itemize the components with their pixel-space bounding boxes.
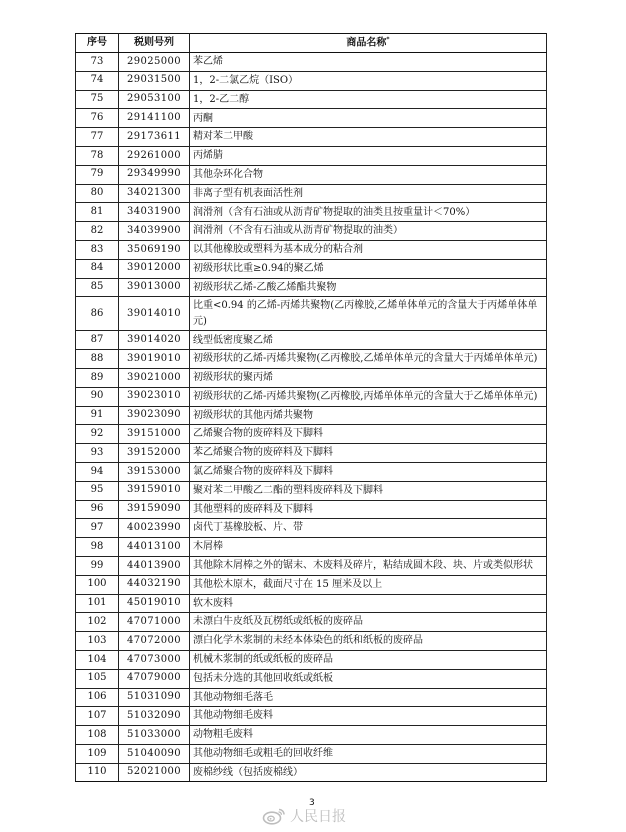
cell-serial-no: 76	[76, 109, 119, 128]
table-row	[76, 744, 547, 763]
cell-serial-no: 74	[76, 71, 119, 90]
cell-tariff-code: 40023990	[119, 519, 190, 538]
cell-tariff-code: 44032190	[119, 575, 190, 594]
table-row	[76, 331, 547, 350]
cell-tariff-code: 39019010	[119, 350, 190, 369]
cell-product-name: 线型低密度聚乙烯	[190, 331, 547, 350]
cell-serial-no: 102	[76, 613, 119, 632]
watermark	[262, 806, 346, 826]
cell-serial-no: 96	[76, 500, 119, 519]
cell-product-name: 软木废料	[190, 594, 547, 613]
cell-product-name: 初级形状的其他丙烯共聚物	[190, 406, 547, 425]
cell-serial-no: 108	[76, 726, 119, 745]
cell-tariff-code: 51033000	[119, 726, 190, 745]
table-row	[76, 594, 547, 613]
cell-serial-no: 86	[76, 297, 119, 331]
table-row	[76, 538, 547, 557]
cell-product-name: 润滑剂（不含有石油或从沥青矿物提取的油类）	[190, 222, 547, 241]
cell-tariff-code: 39012000	[119, 259, 190, 278]
table-row	[76, 368, 547, 387]
cell-tariff-code: 47071000	[119, 613, 190, 632]
cell-serial-no: 95	[76, 481, 119, 500]
table-row	[76, 519, 547, 538]
table-row	[76, 165, 547, 184]
cell-product-name: 其他杂环化合物	[190, 165, 547, 184]
table-row	[76, 387, 547, 406]
cell-product-name: 其他松木原木，截面尺寸在 15 厘米及以上	[190, 575, 547, 594]
cell-serial-no: 109	[76, 744, 119, 763]
cell-product-name: 初级形状的乙烯-丙烯共聚物(乙丙橡胶,乙烯单体单元的含量大于丙烯单体单元)	[190, 350, 547, 369]
cell-product-name: 比重<0.94 的乙烯-丙烯共聚物(乙丙橡胶,乙烯单体单元的含量大于丙烯单体单元)	[190, 297, 547, 331]
cell-product-name: 其他动物细毛或粗毛的回收纤维	[190, 744, 547, 763]
cell-tariff-code: 29025000	[119, 53, 190, 72]
cell-serial-no: 97	[76, 519, 119, 538]
cell-tariff-code: 39153000	[119, 462, 190, 481]
cell-product-name: 其他动物细毛废料	[190, 707, 547, 726]
table-row	[76, 763, 547, 782]
cell-serial-no: 90	[76, 387, 119, 406]
cell-product-name: 包括未分选的其他回收纸或纸板	[190, 669, 547, 688]
header-product-name-text: 商品名称	[346, 36, 387, 48]
cell-serial-no: 106	[76, 688, 119, 707]
table-row	[76, 632, 547, 651]
cell-product-name: 初级形状比重≥0.94的聚乙烯	[190, 259, 547, 278]
cell-product-name: 初级形状的乙烯-丙烯共聚物(乙丙橡胶,丙烯单体单元的含量大于乙烯单体单元)	[190, 387, 547, 406]
cell-tariff-code: 44013900	[119, 556, 190, 575]
cell-tariff-code: 47072000	[119, 632, 190, 651]
cell-product-name: 润滑剂（含有石油或从沥青矿物提取的油类且按重量计＜70%）	[190, 203, 547, 222]
table-row	[76, 222, 547, 241]
table-row	[76, 350, 547, 369]
cell-tariff-code: 39152000	[119, 444, 190, 463]
cell-tariff-code: 34039900	[119, 222, 190, 241]
cell-product-name: 苯乙烯聚合物的废碎料及下脚料	[190, 444, 547, 463]
cell-tariff-code: 39159090	[119, 500, 190, 519]
cell-tariff-code: 29261000	[119, 146, 190, 165]
cell-product-name: 丙烯腈	[190, 146, 547, 165]
cell-tariff-code: 39014010	[119, 297, 190, 331]
table-body	[76, 53, 547, 782]
cell-tariff-code: 47079000	[119, 669, 190, 688]
weibo-icon	[262, 807, 286, 825]
cell-product-name: 机械木浆制的纸或纸板的废碎品	[190, 650, 547, 669]
cell-tariff-code: 45019010	[119, 594, 190, 613]
cell-tariff-code: 29173611	[119, 128, 190, 147]
cell-tariff-code: 39023010	[119, 387, 190, 406]
cell-tariff-code: 39023090	[119, 406, 190, 425]
cell-tariff-code: 39021000	[119, 368, 190, 387]
table-row	[76, 184, 547, 203]
cell-product-name: 以其他橡胶或塑料为基本成分的粘合剂	[190, 240, 547, 259]
cell-product-name: 其他塑料的废碎料及下脚料	[190, 500, 547, 519]
table-row	[76, 688, 547, 707]
cell-product-name: 1，2-二氯乙烷（ISO）	[190, 71, 547, 90]
cell-tariff-code: 34031900	[119, 203, 190, 222]
cell-serial-no: 78	[76, 146, 119, 165]
header-serial-no: 序号	[76, 34, 119, 53]
cell-serial-no: 89	[76, 368, 119, 387]
table-header-row	[76, 34, 547, 53]
cell-serial-no: 81	[76, 203, 119, 222]
cell-tariff-code: 52021000	[119, 763, 190, 782]
table-row	[76, 90, 547, 109]
cell-serial-no: 73	[76, 53, 119, 72]
cell-product-name: 废棉纱线（包括废棉线）	[190, 763, 547, 782]
tariff-item-table	[75, 33, 547, 782]
cell-serial-no: 100	[76, 575, 119, 594]
cell-product-name: 氯乙烯聚合物的废碎料及下脚料	[190, 462, 547, 481]
cell-serial-no: 77	[76, 128, 119, 147]
cell-serial-no: 107	[76, 707, 119, 726]
cell-tariff-code: 47073000	[119, 650, 190, 669]
cell-serial-no: 84	[76, 259, 119, 278]
cell-serial-no: 92	[76, 425, 119, 444]
table-row	[76, 278, 547, 297]
cell-tariff-code: 51031090	[119, 688, 190, 707]
cell-product-name: 其他除木屑棒之外的锯末、木废料及碎片，粘结成圆木段、块、片或类似形状	[190, 556, 547, 575]
cell-serial-no: 82	[76, 222, 119, 241]
table-row	[76, 462, 547, 481]
cell-serial-no: 83	[76, 240, 119, 259]
table-row	[76, 575, 547, 594]
table-row	[76, 726, 547, 745]
cell-serial-no: 103	[76, 632, 119, 651]
page-number: 3	[309, 798, 315, 808]
table-row	[76, 669, 547, 688]
cell-serial-no: 105	[76, 669, 119, 688]
cell-product-name: 木屑棒	[190, 538, 547, 557]
cell-product-name: 聚对苯二甲酸乙二酯的塑料废碎料及下脚料	[190, 481, 547, 500]
cell-product-name: 丙酮	[190, 109, 547, 128]
cell-tariff-code: 29141100	[119, 109, 190, 128]
table-row	[76, 556, 547, 575]
cell-product-name: 未漂白牛皮纸及瓦楞纸或纸板的废碎品	[190, 613, 547, 632]
cell-tariff-code: 39013000	[119, 278, 190, 297]
cell-product-name: 初级形状乙烯-乙酸乙烯酯共聚物	[190, 278, 547, 297]
cell-tariff-code: 29349990	[119, 165, 190, 184]
cell-tariff-code: 39151000	[119, 425, 190, 444]
table-row	[76, 613, 547, 632]
cell-serial-no: 79	[76, 165, 119, 184]
cell-serial-no: 91	[76, 406, 119, 425]
header-footnote-mark: *	[386, 35, 390, 43]
table-row	[76, 71, 547, 90]
cell-product-name: 精对苯二甲酸	[190, 128, 547, 147]
table-row	[76, 481, 547, 500]
table-row	[76, 109, 547, 128]
cell-serial-no: 93	[76, 444, 119, 463]
table-row	[76, 240, 547, 259]
cell-tariff-code: 51040090	[119, 744, 190, 763]
cell-serial-no: 110	[76, 763, 119, 782]
cell-tariff-code: 35069190	[119, 240, 190, 259]
table-row	[76, 53, 547, 72]
cell-product-name: 初级形状的聚丙烯	[190, 368, 547, 387]
cell-serial-no: 75	[76, 90, 119, 109]
cell-product-name: 苯乙烯	[190, 53, 547, 72]
table-row	[76, 406, 547, 425]
cell-product-name: 1，2-乙二醇	[190, 90, 547, 109]
cell-product-name: 卤代丁基橡胶板、片、带	[190, 519, 547, 538]
table-row	[76, 297, 547, 331]
cell-tariff-code: 29053100	[119, 90, 190, 109]
cell-product-name: 非离子型有机表面活性剂	[190, 184, 547, 203]
cell-tariff-code: 51032090	[119, 707, 190, 726]
cell-serial-no: 94	[76, 462, 119, 481]
cell-serial-no: 85	[76, 278, 119, 297]
cell-tariff-code: 29031500	[119, 71, 190, 90]
cell-serial-no: 80	[76, 184, 119, 203]
cell-tariff-code: 39159010	[119, 481, 190, 500]
watermark-text: 人民日报	[290, 809, 346, 825]
cell-serial-no: 104	[76, 650, 119, 669]
table-row	[76, 650, 547, 669]
cell-product-name: 漂白化学木浆制的未经本体染色的纸和纸板的废碎品	[190, 632, 547, 651]
cell-product-name: 动物粗毛废料	[190, 726, 547, 745]
table-row	[76, 500, 547, 519]
cell-serial-no: 99	[76, 556, 119, 575]
table-row	[76, 444, 547, 463]
table-row	[76, 128, 547, 147]
header-product-name	[190, 34, 547, 53]
cell-tariff-code: 44013100	[119, 538, 190, 557]
table-row	[76, 259, 547, 278]
table-row	[76, 146, 547, 165]
cell-serial-no: 87	[76, 331, 119, 350]
table-row	[76, 203, 547, 222]
table-row	[76, 707, 547, 726]
header-tariff-code: 税则号列	[119, 34, 190, 53]
cell-tariff-code: 34021300	[119, 184, 190, 203]
cell-serial-no: 88	[76, 350, 119, 369]
cell-serial-no: 98	[76, 538, 119, 557]
cell-product-name: 乙烯聚合物的废碎料及下脚料	[190, 425, 547, 444]
table-row	[76, 425, 547, 444]
cell-serial-no: 101	[76, 594, 119, 613]
cell-tariff-code: 39014020	[119, 331, 190, 350]
cell-product-name: 其他动物细毛落毛	[190, 688, 547, 707]
